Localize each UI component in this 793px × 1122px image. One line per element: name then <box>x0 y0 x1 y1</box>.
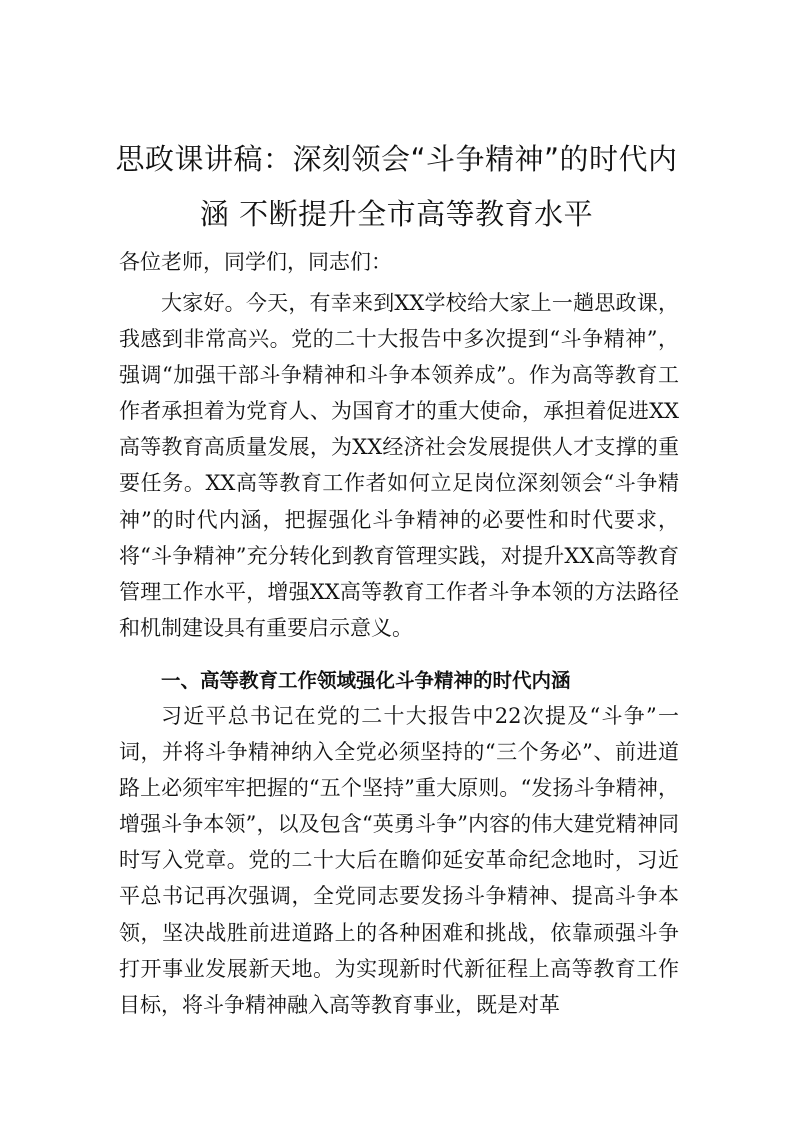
section-heading-1: 一、高等教育工作领域强化斗争精神的时代内涵 <box>161 669 571 692</box>
greeting: 各位老师，同学们，同志们： <box>119 250 392 274</box>
document-title-line-1: 思政课讲稿：深刻领会“斗争精神”的时代内 <box>115 142 678 176</box>
paragraph-intro: 大家好。今天，有幸来到XX学校给大家上一趟思政课，我感到非常高兴。党的二十大报告中多次提到“斗争精神”，强调“加强干部斗争精神和斗争本领养成”。作为高等教育工作者承担着为党育人、为国育才的重大使命，承担着促进XX高等教育高质量发展，为XX经济社会发展提供人才支撑的重要任务。XX高等教育工作者如何立足岗位深刻领会“斗争精神”的时代内涵，把握强化斗争精神的必要性和时代要求，将“斗争精神”充分转化到教育管理实践，对提升XX高等教育管理工作水平，增强XX高等教育工作者斗争本领的方法路径和机制建设具有重要启示意义。 <box>119 291 679 640</box>
document-title-line-2: 涵 不断提升全市高等教育水平 <box>199 197 594 231</box>
paragraph-section-1: 习近平总书记在党的二十大报告中22次提及“斗争”一词，并将斗争精神纳入全党必须坚持的“三个务必”、前进道路上必须牢牢把握的“五个坚持”重大原则。“发扬斗争精神，增强斗争本领”，以及包含“英勇斗争”内容的伟大建党精神同时写入党章。党的二十大后在瞻仰延安革命纪念地时，习近平总书记再次强调，全党同志要发扬斗争精神、提高斗争本领，坚决战胜前进道路上的各种困难和挑战，依靠顽强斗争打开事业发展新天地。为实现新时代新征程上高等教育工作目标，将斗争精神融入高等教育事业，既是对革 <box>119 704 679 1017</box>
